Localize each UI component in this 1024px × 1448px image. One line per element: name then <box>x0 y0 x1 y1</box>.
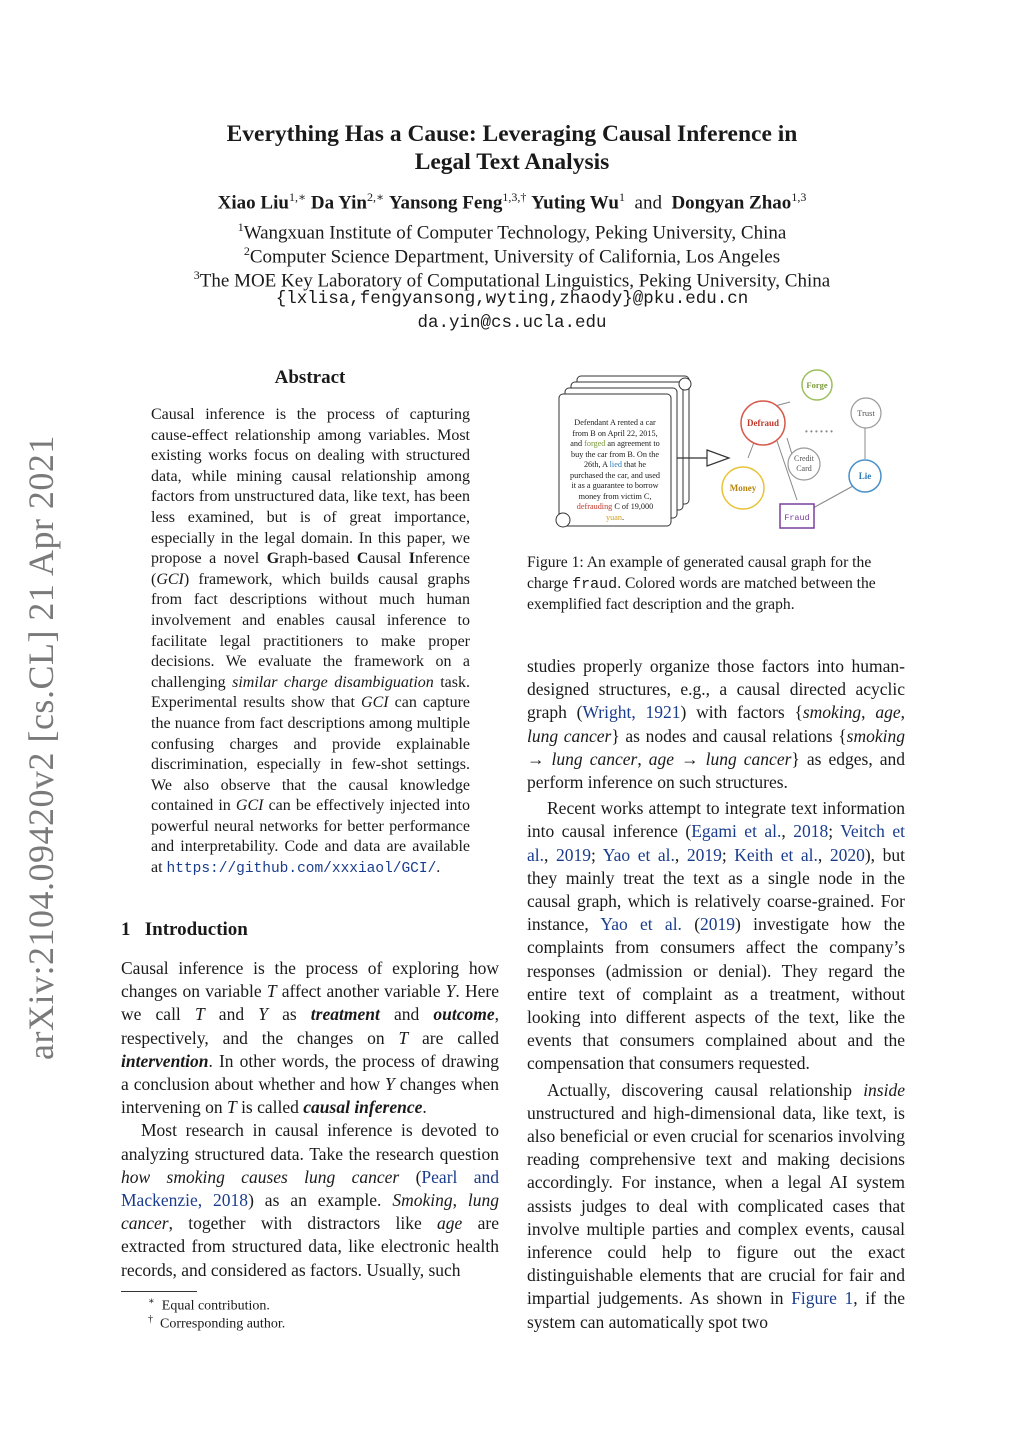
abstract-text: . <box>436 859 441 877</box>
author-and: and <box>634 192 662 214</box>
abstract-text: ) framework, which builds causal graphs from fact descriptions without much human involvement and enables causal inference to facilitate legal practitioners to make proper decisions. We evaluate the framework on a challenging <box>151 570 470 691</box>
text: Most research in causal inference is devoted to analyzing structured data. Take the research question <box>121 1120 499 1164</box>
math: T <box>226 1097 237 1118</box>
code-url-link[interactable]: https://github.com/xxxiaol/GCI/ <box>166 861 437 878</box>
intro-right-column <box>527 655 905 1334</box>
figure-1 <box>535 368 910 543</box>
figure-ref-link[interactable]: Figure <box>791 1288 837 1309</box>
math: Y <box>385 1074 395 1095</box>
right-paragraph-2 <box>527 797 905 1075</box>
intro-paragraph-1 <box>121 957 499 1119</box>
edge <box>813 486 853 508</box>
term: treatment <box>310 1004 380 1025</box>
text: Recent works attempt to integrate text information into causal inference ( <box>527 798 905 842</box>
affiliation-sup: 1 <box>237 220 244 234</box>
fact-line: it as a guarantee to borrow <box>571 481 659 490</box>
node-lie-label: Lie <box>858 471 872 481</box>
node-money-label: Money <box>729 483 757 493</box>
math: T <box>398 1027 409 1048</box>
fact-text: an agreement to <box>605 439 660 448</box>
fact-keyword-lied: lied <box>609 460 622 469</box>
footnote-text: Corresponding author. <box>160 1316 286 1332</box>
node-credit-label: Credit <box>794 454 814 463</box>
paper-title <box>112 120 912 176</box>
text: , respectively, and the changes on <box>121 1004 499 1048</box>
footnote-mark: † <box>148 1314 153 1325</box>
text: ) with factors { <box>680 702 803 723</box>
fact-text: . <box>621 512 624 522</box>
text: , <box>544 844 556 865</box>
text: } as nodes and causal relations { <box>611 725 847 746</box>
email-line[interactable]: da.yin@cs.ucla.edu <box>417 313 607 333</box>
scroll-curl <box>679 378 691 390</box>
ellipsis-dots: • • • • • • <box>805 427 833 436</box>
node-defraud-label: Defraud <box>747 418 779 428</box>
text: unstructured and high-dimensional data, like text, is also beneficial or even crucial for scenarios involving reading comprehensive text and making decisions accordingly. For instance, when a legal AI system assists judges to deal with complicated cases that involve multiple parties and complex events, causal inference could help to figure out the exact distinguishable elements that are crucial for fair and impartial judgements. As shown in <box>527 1102 905 1309</box>
text: Smoking <box>392 1190 453 1211</box>
text: , <box>674 844 687 865</box>
author-sup: 2,∗ <box>367 190 385 204</box>
author-name: Xiao Liu <box>217 192 289 214</box>
math: Y <box>258 1004 268 1025</box>
text: , together with distractors like <box>168 1213 438 1234</box>
text: Actually, discovering causal relationship <box>547 1079 864 1100</box>
text: changes when intervening on <box>121 1074 499 1118</box>
fact-line <box>561 460 669 471</box>
text: ( <box>681 914 701 935</box>
math: T <box>194 1004 205 1025</box>
text: age <box>437 1213 463 1234</box>
text: and <box>204 1004 259 1025</box>
author-name: Dongyan Zhao <box>671 192 792 214</box>
abstract-text: G <box>266 550 280 568</box>
citation-link[interactable]: 2019 <box>686 844 722 865</box>
abstract-body <box>151 405 470 880</box>
abstract-text: raph-based <box>279 550 357 568</box>
node-trust-label: Trust <box>857 408 875 418</box>
abstract-text: can be effectively injected into powerful neural networks for better performance and interpretability. Code and data are available at <box>151 797 471 877</box>
text: ) investigate how the complaints from consumers affect the company’s responses (admission or denial). They regard the entire text of complaint as a treatment, without looking into different aspects of the text, like the events that consumers complained about and the compensation that consumers requested. <box>527 914 906 1074</box>
author-sup: 1 <box>619 190 626 204</box>
text: → <box>674 748 706 769</box>
text: affect another variable <box>276 981 446 1002</box>
fact-line: money from victim C, <box>578 491 652 501</box>
author-name: Yuting Wu <box>531 192 620 214</box>
text: , <box>900 702 905 723</box>
text: ; <box>721 844 735 865</box>
abstract-text: I <box>408 550 415 568</box>
fact-text: and <box>570 439 585 448</box>
fact-keyword-yuan: yuan <box>606 512 622 522</box>
citation-link[interactable]: Yao et al. <box>602 844 675 865</box>
fact-line <box>561 502 669 513</box>
fact-keyword-forged: forged <box>584 439 606 448</box>
citation-link[interactable]: Keith et al. <box>734 844 818 865</box>
text: ), but they mainly treat the text as a single node in the causal graph, which is relatively coarse-grained. For instance, <box>527 844 905 935</box>
affiliation-sup: 3 <box>193 268 200 282</box>
fact-description <box>561 418 669 523</box>
node-fraud-label: Fraud <box>784 513 810 523</box>
text: } as edges, and perform inference on such structures. <box>527 748 906 793</box>
text: and <box>379 1004 434 1025</box>
figure-ref-link[interactable]: 1 <box>844 1288 854 1309</box>
text: , <box>452 1190 468 1211</box>
citation-link[interactable]: 2019 <box>555 844 591 865</box>
text: lung cancer <box>705 748 792 769</box>
caption-text: . Colored words are matched between the exemplified fact description and the graph. <box>527 574 876 614</box>
citation-link[interactable]: 2018 <box>793 821 829 842</box>
abstract-text: nference ( <box>151 550 471 588</box>
citation-link[interactable]: Wright, 1921 <box>582 702 681 723</box>
text: . Here we call <box>121 981 499 1025</box>
abstract-text: task. Experimental results show that <box>151 673 470 712</box>
abstract-text: Causal inference is the process of capturing cause-effect relationship among variables. Most existing works focus on dealing with structured data, while mining causal relationship among factors from unstructured data, like text, has been less examined, but is of great importance, especially in the legal domain. In this paper, we propose a novel <box>151 406 470 568</box>
math: Y <box>445 981 456 1002</box>
term: causal inference <box>303 1097 423 1118</box>
text: , <box>817 844 830 865</box>
caption-text: Figure 1: An example of generated causal graph for the charge <box>527 554 872 592</box>
citation-link[interactable]: Egami et al. <box>691 821 782 842</box>
affiliation-text: Computer Science Department, University of California, Los Angeles <box>249 246 781 268</box>
text: inside <box>863 1079 905 1100</box>
text: , if the system can automatically spot two <box>527 1288 905 1332</box>
abstract-text: GCI <box>361 694 389 712</box>
fact-line: purchased the car, and used <box>570 470 660 480</box>
text: → <box>527 748 552 769</box>
math: T <box>266 981 277 1002</box>
text: are extracted from structured data, like electronic health records, and considered as factors. Usually, such <box>121 1213 499 1280</box>
right-paragraph-1 <box>527 655 905 794</box>
text: ( <box>399 1166 422 1187</box>
caption-code: fraud <box>572 575 618 593</box>
term: outcome <box>433 1004 495 1025</box>
fact-keyword-defrauding: defrauding <box>576 502 613 511</box>
text: ) as an example. <box>248 1190 393 1211</box>
text: ; <box>590 844 603 865</box>
text: lung cancer <box>121 1190 500 1234</box>
fact-line: from B on April 22, 2015, <box>572 428 658 438</box>
abstract-text: can capture the nuance from fact descriptions among multiple confusing charges and provide explainable discrimination, especially in few-shot settings. We also observe that the causal knowledge contained in <box>151 694 470 815</box>
intro-left-column <box>121 957 499 1282</box>
text: is called <box>236 1097 304 1118</box>
text: . In other words, the process of drawing a conclusion about whether and how <box>121 1050 499 1095</box>
abstract-heading: Abstract <box>274 367 346 388</box>
author-sup: 1,3 <box>791 190 807 204</box>
affiliation-text: The MOE Key Laboratory of Computational Linguistics, Peking University, China <box>199 270 831 292</box>
fact-text: 26th, A <box>583 460 610 469</box>
text: , <box>781 821 794 842</box>
author-name: Da Yin <box>310 192 367 214</box>
abstract-text: GCI <box>235 797 264 815</box>
citation-link[interactable]: Yao et al. <box>600 914 682 935</box>
author-sup: 1,3,† <box>502 190 527 204</box>
causal-graph-figure <box>535 368 910 543</box>
text: . <box>422 1097 427 1118</box>
text: Causal inference is the process of exploring how changes on variable <box>121 958 499 1002</box>
author-name: Yansong Feng <box>388 192 503 214</box>
figure-caption <box>527 553 907 616</box>
text: age <box>875 702 901 723</box>
footnote <box>148 1314 285 1333</box>
abstract-text: ausal <box>368 550 409 568</box>
text: , <box>637 748 649 769</box>
citation-link[interactable]: Veitch et al. <box>527 821 905 865</box>
right-paragraph-3 <box>527 1079 905 1334</box>
text: age <box>648 748 675 769</box>
abstract-text: C <box>356 550 369 568</box>
text: are called <box>408 1027 500 1048</box>
footnote-text: Equal contribution. <box>161 1298 270 1314</box>
citation-link[interactable]: 2019 <box>700 914 736 935</box>
fact-line <box>561 439 669 450</box>
title-line-1: Everything Has a Cause: Leveraging Causal Inference in <box>226 121 798 147</box>
author-list <box>112 190 912 214</box>
affiliation-sup: 2 <box>243 244 250 258</box>
section-title: Introduction <box>144 919 248 940</box>
text: lung cancer <box>551 748 638 769</box>
email-line[interactable]: {lxlisa,fengyansong,wyting,zhaody}@pku.edu.cn <box>275 289 749 309</box>
abstract-text: similar charge disambiguation <box>232 673 434 691</box>
abstract-text: GCI <box>156 570 184 588</box>
affiliation-text: Wangxuan Institute of Computer Technology, Peking University, China <box>243 222 787 244</box>
text: studies properly organize those factors into human-designed structures, e.g., a causal directed acyclic graph ( <box>527 656 905 723</box>
text: how smoking causes lung cancer <box>121 1166 400 1187</box>
text: ; <box>828 821 841 842</box>
citation-link[interactable]: Pearl and Mackenzie, 2018 <box>121 1166 499 1211</box>
intro-paragraph-2 <box>121 1119 499 1281</box>
title-line-2: Legal Text Analysis <box>414 149 610 175</box>
text: smoking <box>802 702 862 723</box>
footnote-mark: ∗ <box>148 1296 155 1307</box>
term: intervention <box>121 1050 209 1071</box>
fact-line: buy the car from B. On the <box>571 449 659 459</box>
citation-link[interactable]: 2020 <box>829 844 865 865</box>
arxiv-stamp: arXiv:2104.09420v2 [cs.CL] 21 Apr 2021 <box>21 435 61 1060</box>
fact-text: C of 19,000 <box>612 502 654 511</box>
fact-line: Defendant A rented a car <box>574 418 656 427</box>
fact-line <box>561 513 669 524</box>
text: smoking <box>846 725 905 746</box>
node-forge-label: Forge <box>806 380 828 390</box>
section-number: 1 <box>121 919 131 940</box>
footnote <box>148 1296 270 1315</box>
fact-text: that he <box>621 460 647 469</box>
footnote-rule <box>121 1291 197 1292</box>
text: , <box>861 702 876 723</box>
node-card-label: Card <box>796 464 812 473</box>
section-heading <box>121 919 248 941</box>
author-sup: 1,∗ <box>288 190 307 204</box>
text: lung cancer <box>527 725 612 746</box>
text: as <box>267 1004 311 1025</box>
